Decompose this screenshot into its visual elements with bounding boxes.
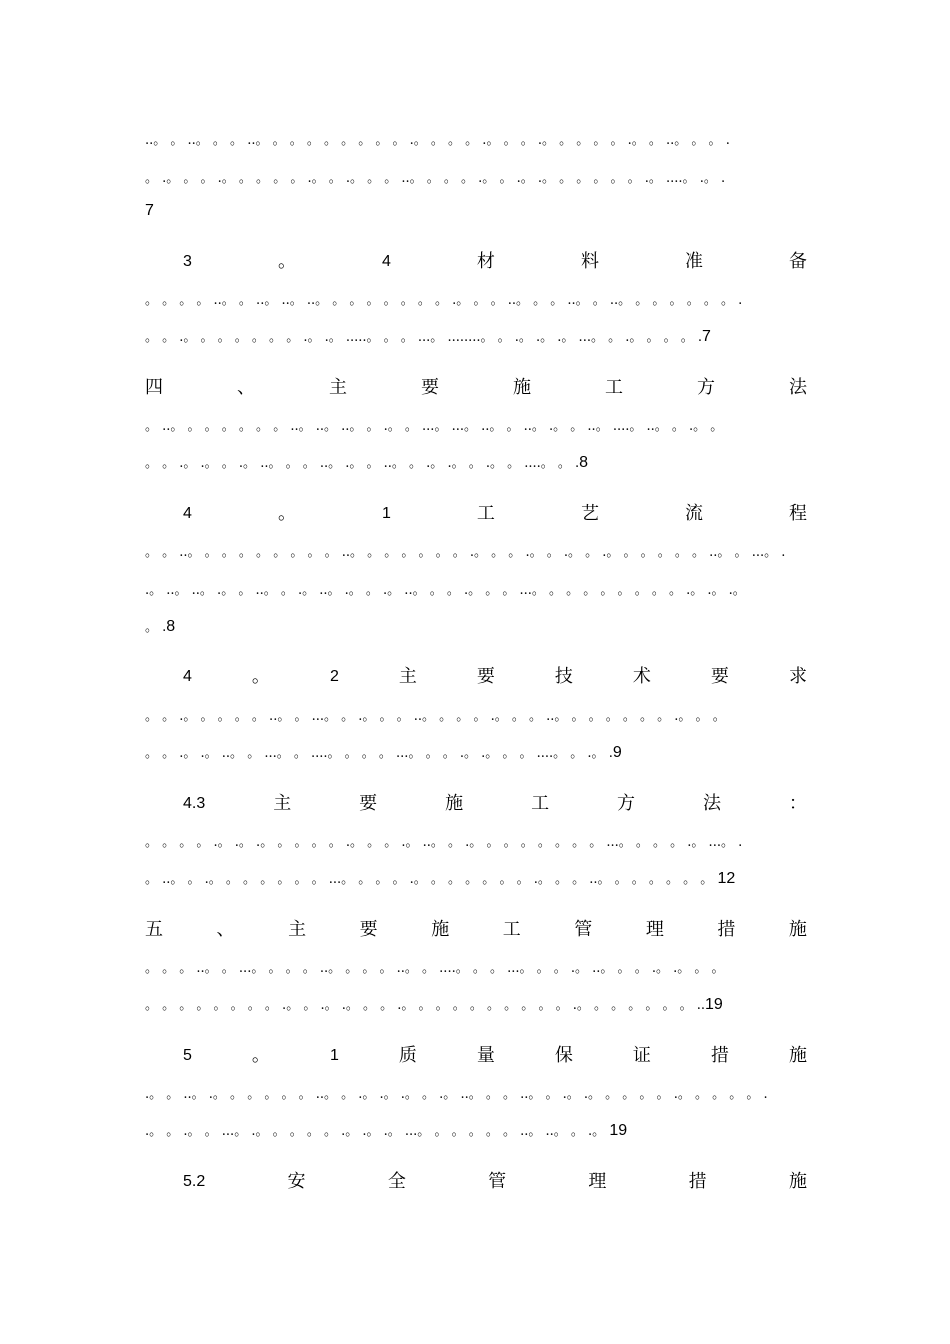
toc-title-token: 流 xyxy=(684,503,703,524)
toc-title-token: 理 xyxy=(645,919,664,940)
toc-title-token: 3 xyxy=(183,253,192,270)
toc-title-token: 。 xyxy=(277,251,296,272)
toc-title-token: 质 xyxy=(398,1045,417,1066)
toc-title-token: 4 xyxy=(381,253,391,270)
toc-leader-line: .。 ..。 ..。 .。 。 ..。 。 .。 ..。 .。 。 .。 ..。 。 。 .。 。 。 ...。 。 。 。 。 。 。 。 。 .。 .。 .。 xyxy=(145,583,746,598)
toc-title-token: 方 xyxy=(697,377,715,398)
toc-leader-line: 。 。 。 。 .。 .。 .。 。 。 。 。 .。 。 。 .。 ..。 。 .。 。 。 。 。 。 。 。 ...。 。 。 。 .。 ...。 . xyxy=(145,835,743,850)
toc-title-token: 安 xyxy=(287,1171,306,1192)
toc-title-token: 4 xyxy=(183,505,192,522)
toc-title-token: 主 xyxy=(288,919,307,940)
toc-leader-line: 。 。 .。 .。 。 .。 ..。 。 。 ..。 .。 。 ..。 。 .。 .。 。 .。 。 ....。 。 .8 xyxy=(145,454,589,471)
toc-leader-line: 。 。 。 ..。 。 ...。 。 。 。 ..。 。 。 。 ..。 。 ....。 。 。 ...。 。 。 .。 ..。 。 。 .。 .。 。 。 xyxy=(145,961,725,976)
toc-title-token: 材 xyxy=(476,251,495,272)
toc-title-token: 主 xyxy=(398,666,417,687)
toc-title-token: 工 xyxy=(502,919,521,940)
toc-leader-line: 。 。 .。 .。 ..。 。 ...。 。 ....。 。 。 。 ...。 。 。 .。 .。 。 。 ....。 。 .。 .9 xyxy=(145,744,622,761)
toc-entry-title[interactable] xyxy=(183,247,807,277)
toc-title-token: 管 xyxy=(574,919,593,940)
toc-title-token: 要 xyxy=(710,666,729,687)
toc-title-token: 1 xyxy=(329,1047,339,1064)
toc-title-token: 施 xyxy=(788,1171,807,1192)
toc-entry-title[interactable] xyxy=(183,789,807,819)
toc-title-token: 2 xyxy=(329,668,339,685)
toc-title-token: 措 xyxy=(710,1045,729,1066)
toc-title-token: 要 xyxy=(421,377,439,398)
toc-title-token: 艺 xyxy=(580,503,599,524)
toc-title-token: 要 xyxy=(476,666,495,687)
toc-title-token: 五 xyxy=(145,919,163,940)
toc-leader-line: 。 。 。 。 。 。 。 。 .。 。 .。 .。 。 。 .。 。 。 。 。 。 。 。 。 。 .。 。 。 。 。 。 。 ..19 xyxy=(145,996,723,1013)
toc-leader-line: 。 。 。 。 ..。 。 ..。 ..。 ..。 。 。 。 。 。 。 。 .。 。 。 ..。 。 。 ..。 。 ..。 。 。 。 。 。 。 . xyxy=(145,293,743,308)
toc-leader-line: ..。 。 ..。 。 。 ..。 。 。 。 。 。 。 。 。 .。 。 。 。 .。 。 。 .。 。 。 。 。 .。 。 ..。 。 。 . xyxy=(145,133,730,148)
toc-leader-line: .。 。 .。 。 ...。 .。 。 。 。 。 .。 .。 .。 ...。 。 。 。 。 。 ..。 ..。 。 .。 19 xyxy=(145,1122,628,1139)
toc-entry-title[interactable] xyxy=(183,499,807,529)
toc-title-token: 工 xyxy=(605,377,623,398)
toc-title-token: 5 xyxy=(183,1047,192,1064)
toc-title-token: 备 xyxy=(789,251,807,272)
toc-title-token: 施 xyxy=(445,793,464,814)
toc-leader-line: 。 。 .。 。 。 。 。 ..。 。 ...。 。 .。 。 。 ..。 。 。 。 .。 。 。 ..。 。 。 。 。 。 。 .。 。 。 xyxy=(145,709,726,724)
toc-page-number: 12 xyxy=(717,870,736,887)
toc-page-number: 8 xyxy=(166,618,176,635)
toc-title-token: 准 xyxy=(684,251,703,272)
toc-title-token: 工 xyxy=(476,503,495,524)
toc-title-token: 方 xyxy=(617,793,636,814)
toc-title-token: 要 xyxy=(359,793,378,814)
toc-page-number: 19 xyxy=(705,996,723,1013)
toc-title-token: 法 xyxy=(789,377,807,398)
toc-title-token: 程 xyxy=(789,503,807,524)
toc-title-token: 4 xyxy=(183,668,192,685)
toc-page-number: 7 xyxy=(702,328,711,345)
toc-leader-line: 。 ..。 。 .。 。 。 。 。 。 。 ...。 。 。 。 .。 。 。 。 。 。 。 .。 。 。 ..。 。 。 。 。 。 。 12 xyxy=(145,870,736,887)
toc-page-number: 19 xyxy=(609,1122,628,1139)
toc-title-token: 1 xyxy=(381,505,391,522)
toc-title-token: 工 xyxy=(531,793,550,814)
toc-title-token: 。 xyxy=(277,503,296,524)
toc-entry-title[interactable] xyxy=(183,662,807,692)
toc-title-token: 料 xyxy=(580,251,599,272)
toc-title-token: 要 xyxy=(359,919,378,940)
toc-title-token: 管 xyxy=(488,1171,507,1192)
toc-leader-line: 。 。 .。 。 。 。 。 。 。 .。 .。 .....。 。 。 ...。 ........。 。 .。 .。 .。 ...。 。 .。 。 。 。 .7 xyxy=(145,328,711,345)
toc-entry-title[interactable] xyxy=(183,1167,807,1197)
toc-title-token: 技 xyxy=(554,666,573,687)
toc-title-token: 主 xyxy=(329,377,347,398)
toc-title-token: 理 xyxy=(588,1171,607,1192)
toc-title-token: 4.3 xyxy=(183,795,206,812)
toc-title-token: 。 xyxy=(251,1045,270,1066)
toc-title-token: 全 xyxy=(387,1171,406,1192)
toc-title-token: 四 xyxy=(145,377,163,398)
toc-title-token: 法 xyxy=(702,793,721,814)
toc-title-token: 术 xyxy=(632,666,651,687)
toc-title-token: 证 xyxy=(632,1045,651,1066)
toc-title-token: 、 xyxy=(216,919,235,940)
toc-leader-line: 。 ..。 。 。 。 。 。 。 ..。 ..。 ..。 。 .。 。 ...。 ...。 ..。 。 ..。 .。 。 ..。 ....。 ..。 。 .。 。 xyxy=(145,419,724,434)
toc-title-token: 措 xyxy=(688,1171,707,1192)
toc-title-token: 求 xyxy=(788,666,807,687)
toc-title-token: 施 xyxy=(788,1045,807,1066)
toc-title-token: 、 xyxy=(237,377,255,398)
toc-leader-line: 。 .8 xyxy=(145,618,176,635)
toc-page-number: 8 xyxy=(579,454,589,471)
toc-title-token: 施 xyxy=(788,919,807,940)
toc-title-token: 施 xyxy=(513,377,531,398)
toc-page-number: 7 xyxy=(145,202,154,219)
toc-leader-line: 。 。 ..。 。 。 。 。 。 。 。 。 ..。 。 。 。 。 。 。 .。 。 。 .。 。 .。 。 .。 。 。 。 。 。 ..。 。 ...。 . xyxy=(145,545,786,560)
toc-title-token: 量 xyxy=(476,1045,495,1066)
toc-page-number: 9 xyxy=(612,744,622,761)
toc-title-token: 5.2 xyxy=(183,1173,206,1190)
toc-title-token: 主 xyxy=(273,793,292,814)
toc-entry-title[interactable] xyxy=(145,915,807,945)
toc-title-token: 。 xyxy=(251,666,270,687)
toc-title-token: 措 xyxy=(717,919,736,940)
toc-entry-title[interactable] xyxy=(145,373,807,403)
toc-entry-title[interactable] xyxy=(183,1041,807,1071)
toc-leader-line: 。 .。 。 。 .。 。 。 。 。 .。 。 .。 。 。 ..。 。 。 。 .。 。 .。 .。 。 。 。 。 。 .。 ....。 .。 . xyxy=(145,171,726,186)
toc-leader-line: .。 。 ..。 .。 。 。 。 。 。 ..。 。 .。 .。 .。 。 .。 ..。 。 。 ..。 。 .。 .。 。 。 。 。 .。 。 。 。 。 . xyxy=(145,1087,768,1102)
toc-title-token: ： xyxy=(788,793,807,814)
toc-title-token: 保 xyxy=(554,1045,573,1066)
toc-title-token: 施 xyxy=(431,919,450,940)
